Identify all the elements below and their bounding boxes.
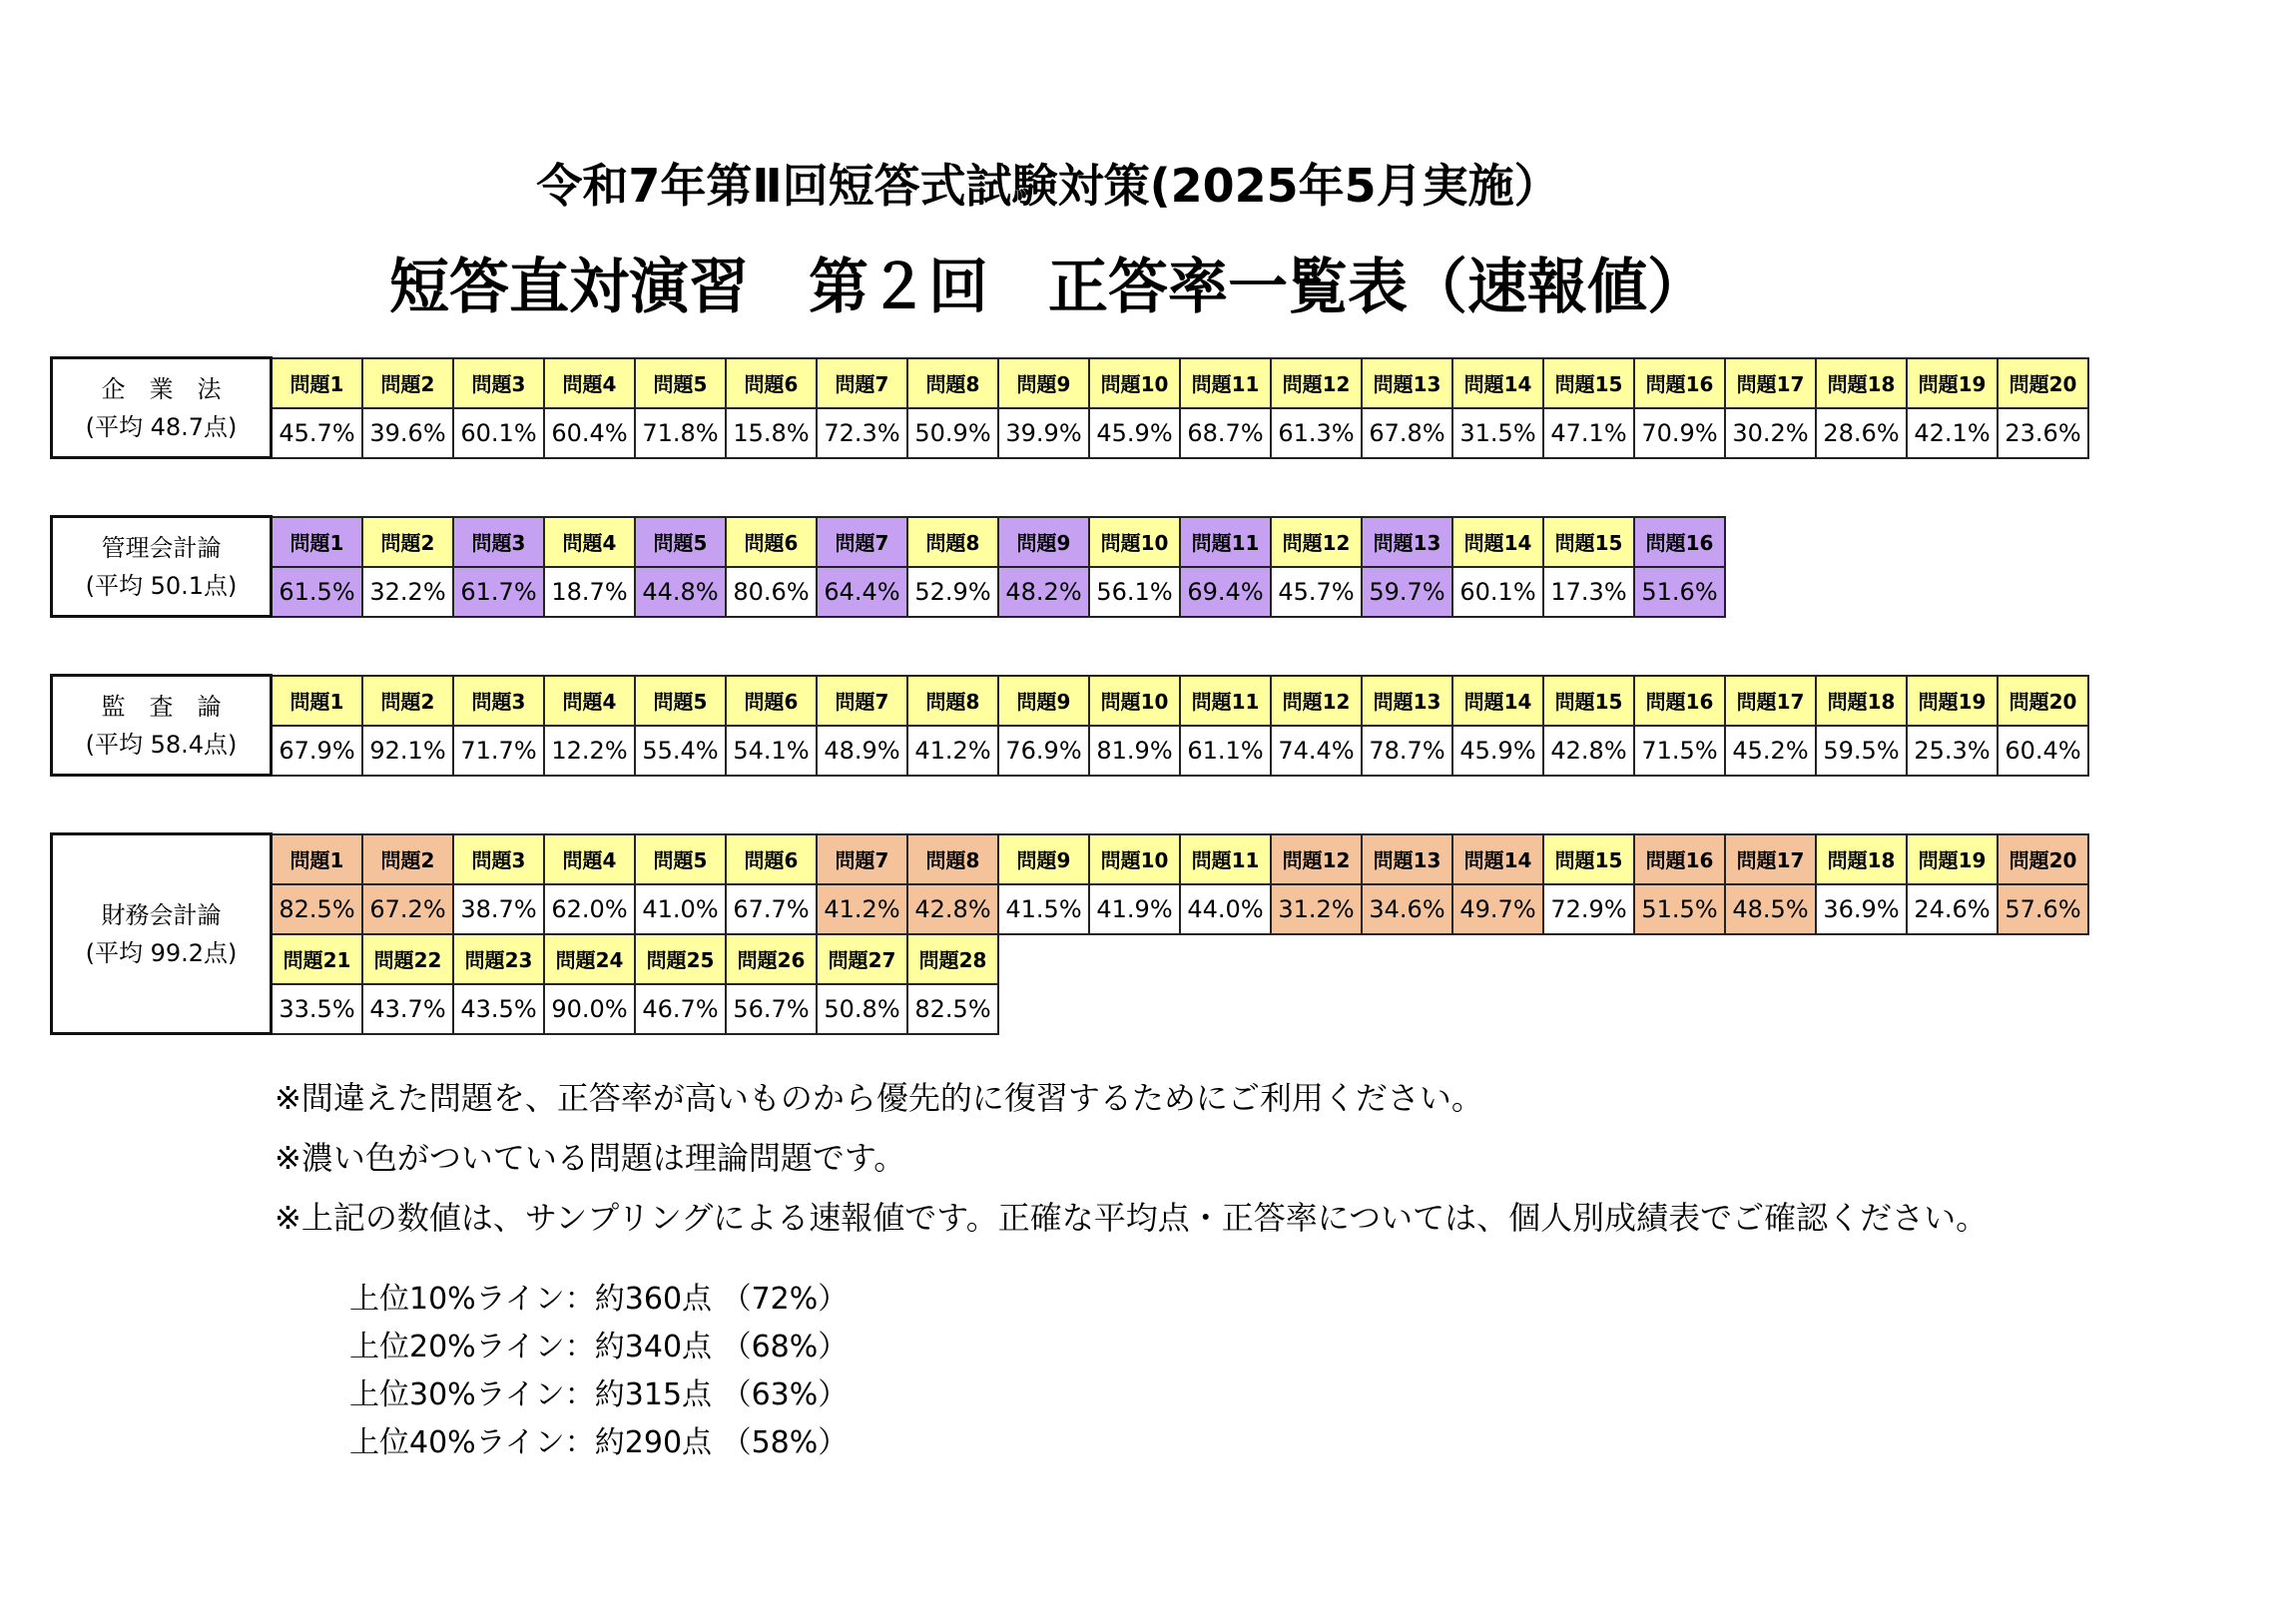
question-header: 問題20	[1998, 358, 2088, 408]
question-header: 問題5	[635, 517, 726, 567]
question-header: 問題13	[1362, 517, 1452, 567]
rate-value: 17.3%	[1543, 567, 1634, 617]
question-header: 問題20	[1998, 834, 2088, 884]
rate-value: 41.9%	[1089, 884, 1180, 934]
section-kigyouhou-table	[50, 356, 2089, 459]
question-header: 問題5	[635, 358, 726, 408]
rate-value: 32.2%	[362, 567, 453, 617]
question-header: 問題12	[1271, 676, 1362, 726]
question-header: 問題3	[453, 358, 544, 408]
rate-value: 64.4%	[817, 567, 907, 617]
empty-area	[998, 984, 2088, 1034]
question-header: 問題7	[817, 358, 907, 408]
rate-value: 70.9%	[1634, 408, 1725, 458]
rate-value: 59.5%	[1816, 726, 1907, 776]
question-header: 問題10	[1089, 676, 1180, 726]
question-header: 問題18	[1816, 358, 1907, 408]
rate-value: 45.2%	[1725, 726, 1816, 776]
rate-value: 60.1%	[1452, 567, 1543, 617]
rate-value: 42.1%	[1907, 408, 1998, 458]
rate-value: 67.8%	[1362, 408, 1452, 458]
section-average: (平均 58.4点)	[85, 730, 238, 759]
rate-value: 28.6%	[1816, 408, 1907, 458]
question-header: 問題21	[272, 934, 363, 984]
question-header: 問題14	[1452, 834, 1543, 884]
question-header: 問題11	[1180, 517, 1271, 567]
rate-value: 67.2%	[362, 884, 453, 934]
question-header: 問題1	[272, 834, 363, 884]
question-header: 問題10	[1089, 834, 1180, 884]
question-header: 問題6	[726, 834, 817, 884]
note-item: ※濃い色がついている問題は理論問題です。	[275, 1139, 906, 1177]
rate-value: 44.8%	[635, 567, 726, 617]
rate-value: 62.0%	[544, 884, 635, 934]
question-header: 問題27	[817, 934, 907, 984]
section-name: 企 業 法	[101, 374, 222, 403]
note-item: ※間違えた問題を、正答率が高いものから優先的に復習するためにご利用ください。	[275, 1079, 1483, 1117]
section-average: (平均 99.2点)	[85, 938, 238, 967]
rate-value: 67.7%	[726, 884, 817, 934]
score-line: 上位30%ライン：約315点 （63%）	[349, 1377, 849, 1412]
rate-value: 92.1%	[362, 726, 453, 776]
rate-value: 61.1%	[1180, 726, 1271, 776]
question-header: 問題16	[1634, 358, 1725, 408]
title-line-1: 令和7年第Ⅱ回短答式試験対策(2025年5月実施）	[536, 159, 1560, 213]
rate-value: 61.7%	[453, 567, 544, 617]
rate-value: 45.9%	[1089, 408, 1180, 458]
rate-value: 46.7%	[635, 984, 726, 1034]
rate-value: 80.6%	[726, 567, 817, 617]
question-header: 問題23	[453, 934, 544, 984]
rate-value: 31.5%	[1452, 408, 1543, 458]
question-header: 問題2	[362, 676, 453, 726]
question-header: 問題14	[1452, 676, 1543, 726]
rate-value: 42.8%	[907, 884, 998, 934]
question-header: 問題26	[726, 934, 817, 984]
question-header: 問題3	[453, 517, 544, 567]
section-zaimu-table	[50, 832, 2089, 1035]
rate-value: 25.3%	[1907, 726, 1998, 776]
rate-value: 31.2%	[1271, 884, 1362, 934]
rate-value: 52.9%	[907, 567, 998, 617]
question-header: 問題1	[272, 517, 363, 567]
rate-value: 60.1%	[453, 408, 544, 458]
rate-value: 56.7%	[726, 984, 817, 1034]
question-header: 問題9	[998, 358, 1089, 408]
question-header: 問題12	[1271, 517, 1362, 567]
rate-value: 48.5%	[1725, 884, 1816, 934]
question-header: 問題16	[1634, 676, 1725, 726]
question-header: 問題4	[544, 517, 635, 567]
question-header: 問題2	[362, 517, 453, 567]
question-header: 問題13	[1362, 358, 1452, 408]
rate-value: 74.4%	[1271, 726, 1362, 776]
rate-value: 18.7%	[544, 567, 635, 617]
rate-value: 47.1%	[1543, 408, 1634, 458]
question-header: 問題19	[1907, 358, 1998, 408]
section-average: (平均 50.1点)	[85, 571, 238, 600]
rate-value: 38.7%	[453, 884, 544, 934]
question-header: 問題11	[1180, 676, 1271, 726]
score-line: 上位10%ライン：約360点 （72%）	[349, 1282, 849, 1317]
question-header: 問題9	[998, 676, 1089, 726]
rate-value: 59.7%	[1362, 567, 1452, 617]
question-header: 問題18	[1816, 676, 1907, 726]
section-kanri-label	[52, 517, 272, 617]
question-header: 問題10	[1089, 358, 1180, 408]
question-header: 問題15	[1543, 517, 1634, 567]
section-name: 管理会計論	[101, 533, 222, 562]
rate-value: 41.2%	[907, 726, 998, 776]
rate-value: 43.5%	[453, 984, 544, 1034]
rate-value: 68.7%	[1180, 408, 1271, 458]
question-header: 問題8	[907, 676, 998, 726]
question-header: 問題11	[1180, 834, 1271, 884]
question-header: 問題8	[907, 358, 998, 408]
empty-area	[998, 934, 2088, 984]
question-header: 問題2	[362, 834, 453, 884]
score-lines	[349, 1276, 848, 1467]
rate-value: 76.9%	[998, 726, 1089, 776]
question-header: 問題19	[1907, 834, 1998, 884]
question-header: 問題1	[272, 358, 363, 408]
rate-value: 57.6%	[1998, 884, 2088, 934]
rate-value: 78.7%	[1362, 726, 1452, 776]
rate-value: 33.5%	[272, 984, 363, 1034]
question-header: 問題5	[635, 834, 726, 884]
rate-value: 61.3%	[1271, 408, 1362, 458]
question-header: 問題12	[1271, 834, 1362, 884]
rate-value: 41.5%	[998, 884, 1089, 934]
rate-value: 90.0%	[544, 984, 635, 1034]
rate-value: 56.1%	[1089, 567, 1180, 617]
question-header: 問題8	[907, 517, 998, 567]
question-header: 問題9	[998, 517, 1089, 567]
question-header: 問題10	[1089, 517, 1180, 567]
rate-value: 44.0%	[1180, 884, 1271, 934]
rate-value: 39.6%	[362, 408, 453, 458]
question-header: 問題14	[1452, 517, 1543, 567]
rate-value: 41.0%	[635, 884, 726, 934]
section-average: (平均 48.7点)	[85, 412, 238, 441]
rate-value: 48.9%	[817, 726, 907, 776]
rate-value: 34.6%	[1362, 884, 1452, 934]
rate-value: 30.2%	[1725, 408, 1816, 458]
notes	[275, 1068, 1988, 1248]
rate-value: 81.9%	[1089, 726, 1180, 776]
question-header: 問題7	[817, 834, 907, 884]
rate-value: 41.2%	[817, 884, 907, 934]
rate-value: 72.3%	[817, 408, 907, 458]
question-header: 問題17	[1725, 358, 1816, 408]
question-header: 問題15	[1543, 358, 1634, 408]
rate-value: 50.8%	[817, 984, 907, 1034]
title-line-2: 短答直対演習 第２回 正答率一覧表（速報値）	[389, 253, 1707, 322]
question-header: 問題5	[635, 676, 726, 726]
rate-value: 43.7%	[362, 984, 453, 1034]
rate-value: 71.7%	[453, 726, 544, 776]
rate-value: 48.2%	[998, 567, 1089, 617]
question-header: 問題19	[1907, 676, 1998, 726]
rate-value: 69.4%	[1180, 567, 1271, 617]
section-name: 監 査 論	[101, 692, 222, 721]
section-kansa-label	[52, 676, 272, 776]
rate-value: 51.6%	[1634, 567, 1725, 617]
question-header: 問題4	[544, 676, 635, 726]
rate-value: 23.6%	[1998, 408, 2088, 458]
question-header: 問題15	[1543, 834, 1634, 884]
rate-value: 60.4%	[544, 408, 635, 458]
rate-value: 36.9%	[1816, 884, 1907, 934]
section-kanri-table	[50, 515, 1726, 618]
rate-value: 67.9%	[272, 726, 363, 776]
question-header: 問題17	[1725, 834, 1816, 884]
rate-value: 15.8%	[726, 408, 817, 458]
question-header: 問題24	[544, 934, 635, 984]
rate-value: 49.7%	[1452, 884, 1543, 934]
score-line: 上位20%ライン：約340点 （68%）	[349, 1330, 849, 1364]
rate-value: 82.5%	[272, 884, 363, 934]
rate-value: 61.5%	[272, 567, 363, 617]
question-header: 問題18	[1816, 834, 1907, 884]
rate-value: 71.5%	[1634, 726, 1725, 776]
section-kansa-table	[50, 674, 2089, 777]
question-header: 問題16	[1634, 517, 1725, 567]
rate-value: 42.8%	[1543, 726, 1634, 776]
question-header: 問題15	[1543, 676, 1634, 726]
rate-value: 12.2%	[544, 726, 635, 776]
question-header: 問題7	[817, 676, 907, 726]
question-header: 問題17	[1725, 676, 1816, 726]
rate-value: 71.8%	[635, 408, 726, 458]
question-header: 問題6	[726, 676, 817, 726]
rate-value: 45.9%	[1452, 726, 1543, 776]
rate-value: 82.5%	[907, 984, 998, 1034]
note-item: ※上記の数値は、サンプリングによる速報値です。正確な平均点・正答率については、個人別成績表でご確認ください。	[275, 1199, 1989, 1237]
question-header: 問題7	[817, 517, 907, 567]
rate-value: 55.4%	[635, 726, 726, 776]
question-header: 問題6	[726, 517, 817, 567]
question-header: 問題13	[1362, 834, 1452, 884]
rate-value: 24.6%	[1907, 884, 1998, 934]
rate-value: 60.4%	[1998, 726, 2088, 776]
question-header: 問題3	[453, 834, 544, 884]
section-kigyouhou-label	[52, 358, 272, 458]
question-header: 問題22	[362, 934, 453, 984]
question-header: 問題4	[544, 834, 635, 884]
rate-value: 50.9%	[907, 408, 998, 458]
rate-value: 54.1%	[726, 726, 817, 776]
score-line: 上位40%ライン：約290点 （58%）	[349, 1425, 849, 1460]
section-zaimu-label	[52, 834, 272, 1034]
question-header: 問題14	[1452, 358, 1543, 408]
question-header: 問題13	[1362, 676, 1452, 726]
question-header: 問題11	[1180, 358, 1271, 408]
rate-value: 72.9%	[1543, 884, 1634, 934]
rate-value: 51.5%	[1634, 884, 1725, 934]
question-header: 問題3	[453, 676, 544, 726]
question-header: 問題2	[362, 358, 453, 408]
question-header: 問題4	[544, 358, 635, 408]
rate-value: 45.7%	[272, 408, 363, 458]
question-header: 問題9	[998, 834, 1089, 884]
question-header: 問題25	[635, 934, 726, 984]
question-header: 問題6	[726, 358, 817, 408]
question-header: 問題16	[1634, 834, 1725, 884]
question-header: 問題8	[907, 834, 998, 884]
question-header: 問題1	[272, 676, 363, 726]
question-header: 問題20	[1998, 676, 2088, 726]
rate-value: 45.7%	[1271, 567, 1362, 617]
section-name: 財務会計論	[101, 900, 222, 929]
rate-value: 39.9%	[998, 408, 1089, 458]
question-header: 問題28	[907, 934, 998, 984]
question-header: 問題12	[1271, 358, 1362, 408]
